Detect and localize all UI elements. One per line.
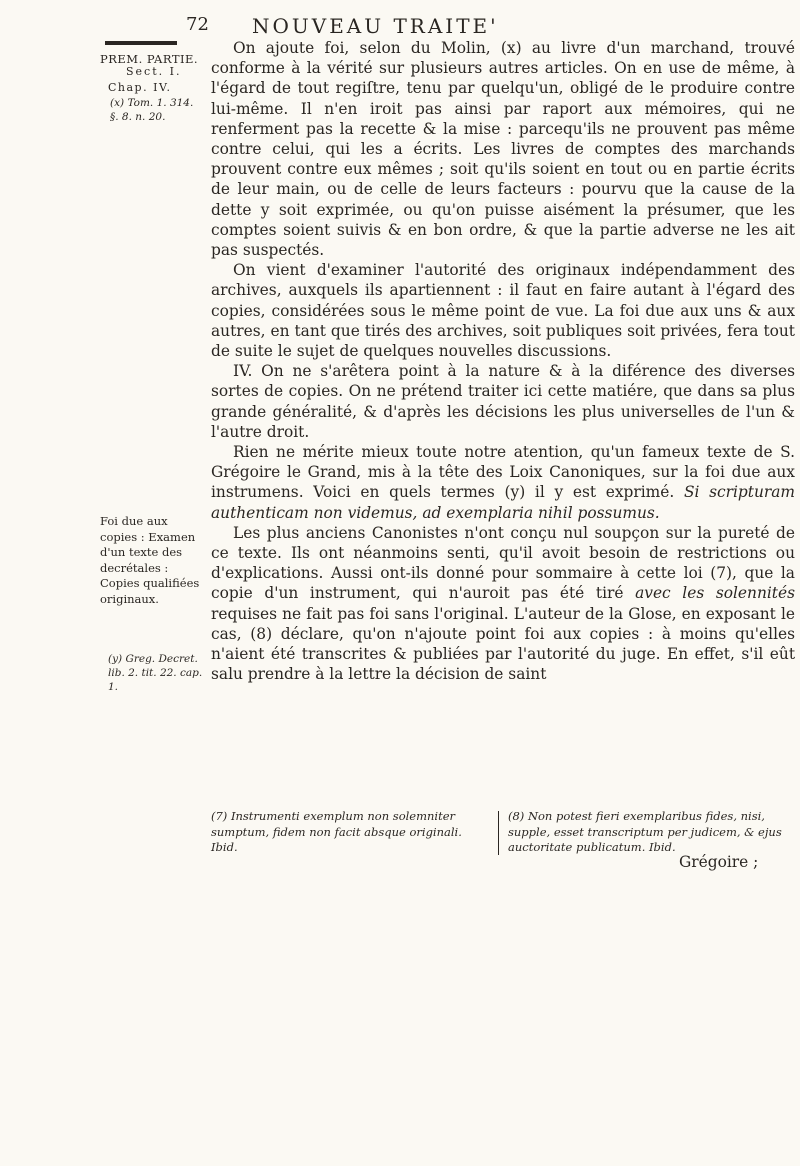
margin-gloss: Foi due aux copies : Examen d'un texte des decrétales : Copies qualifiées originaux.	[100, 514, 200, 606]
paragraph-3: IV. On ne s'arêtera point à la nature & à la diférence des diverses sortes de copies. On ne prétend traiter ici cette matiére, que dans sa plus grande généralité, & d'après les décisions les plus universelles de l'un & l'autre droit.	[211, 362, 795, 441]
margin-note-x: (x) Tom. 1. 314. §. 8. n. 20.	[110, 97, 194, 123]
margin-note-y: (y) Greg. Decret. lib. 2. tit. 22. cap. 1.	[108, 653, 203, 693]
footnote-7: (7) Instrumenti exemplum non solemniter sumptum, fidem non facit absque originali. Ibid.	[211, 809, 462, 854]
paragraph-5-b: requises ne fait pas foi sans l'original. L'auteur de la Glose, en exposant le cas, (8) déclare, qu'on n'ajoute point foi aux copies : à moins qu'elles n'aient été transcrites & publiées par l'autorité du juge. En effet, s'il eût salu prendre à la lettre la décision de saint	[211, 604, 795, 684]
footnote-8: (8) Non potest fieri exemplaribus fides, nisi, supple, esset transcriptum per judicem, & ejus auctoritate publicatum. Ibid.	[508, 809, 782, 854]
main-text	[211, 38, 795, 685]
paragraph-4-lead: Rien ne mérite mieux toute notre atention, qu'un fameux texte de S. Grégoire le Grand, mis à la tête des Loix Canoniques, sur la foi due aux instrumens. Voici en quels termes (y) il y est exprimé.	[211, 443, 795, 502]
running-title: NOUVEAU TRAITE'	[252, 14, 499, 38]
sidebar-section: Sect. I.	[126, 65, 182, 78]
catchword: Grégoire ;	[679, 853, 759, 871]
paragraph-2: On vient d'examiner l'autorité des originaux indépendamment des archives, auxquels ils apartiennent : il faut en faire autant à l'égard des copies, considérées sous le même point de vue. La foi due aux uns & aux autres, en tant que tirés des archives, soit publiques soit privées, fera tout de suite le sujet de quelques nouvelles discussions.	[211, 261, 795, 361]
sidebar-rule	[105, 41, 177, 45]
footnote-divider	[498, 811, 499, 855]
paragraph-5	[211, 523, 795, 685]
paragraph-5-emphasis: avec les solennités	[635, 584, 795, 603]
paragraph-5-a: Les plus anciens Canonistes n'ont conçu nul soupçon sur la pureté de ce texte. Ils ont néanmoins senti, qu'il avoit besoin de restrictions ou d'explications. Aussi ont-ils donné pour sommaire à cette loi (7), que la copie d'un instrument, qui n'auroit pas été tiré	[211, 523, 795, 603]
sidebar-part: PREM. PARTIE.	[100, 52, 199, 66]
gregory-quote: Si scripturam authenticam non videmus, ad exemplaria nihil possumus.	[211, 483, 796, 522]
sidebar-chapter: Chap. IV.	[108, 81, 172, 94]
paragraph-4	[211, 442, 795, 523]
paragraph-1: On ajoute foi, selon du Molin, (x) au livre d'un marchand, trouvé conforme à la vérité sur plusieurs autres articles. On en use de même, à l'égard de tout regiſtre, tenu par quelqu'un, obligé de le produire contre lui-même. Il n'en iroit pas ainsi par raport aux mémoires, qui ne renferment pas la recette & la mise : parcequ'ils ne prouvent pas même contre celui, qui les a écrits. Les livres de comptes des marchands prouvent contre eux mêmes ; soit qu'ils soient en tout ou en partie écrits de leur main, ou de celle de leurs facteurs : pourvu que la cause de la dette y soit exprimée, ou qu'on puisse aisément la présumer, que les comptes soient suivis & en bon ordre, & que la partie adverse ne les ait pas suspectés.	[211, 39, 795, 260]
page-number: 72	[186, 14, 209, 35]
